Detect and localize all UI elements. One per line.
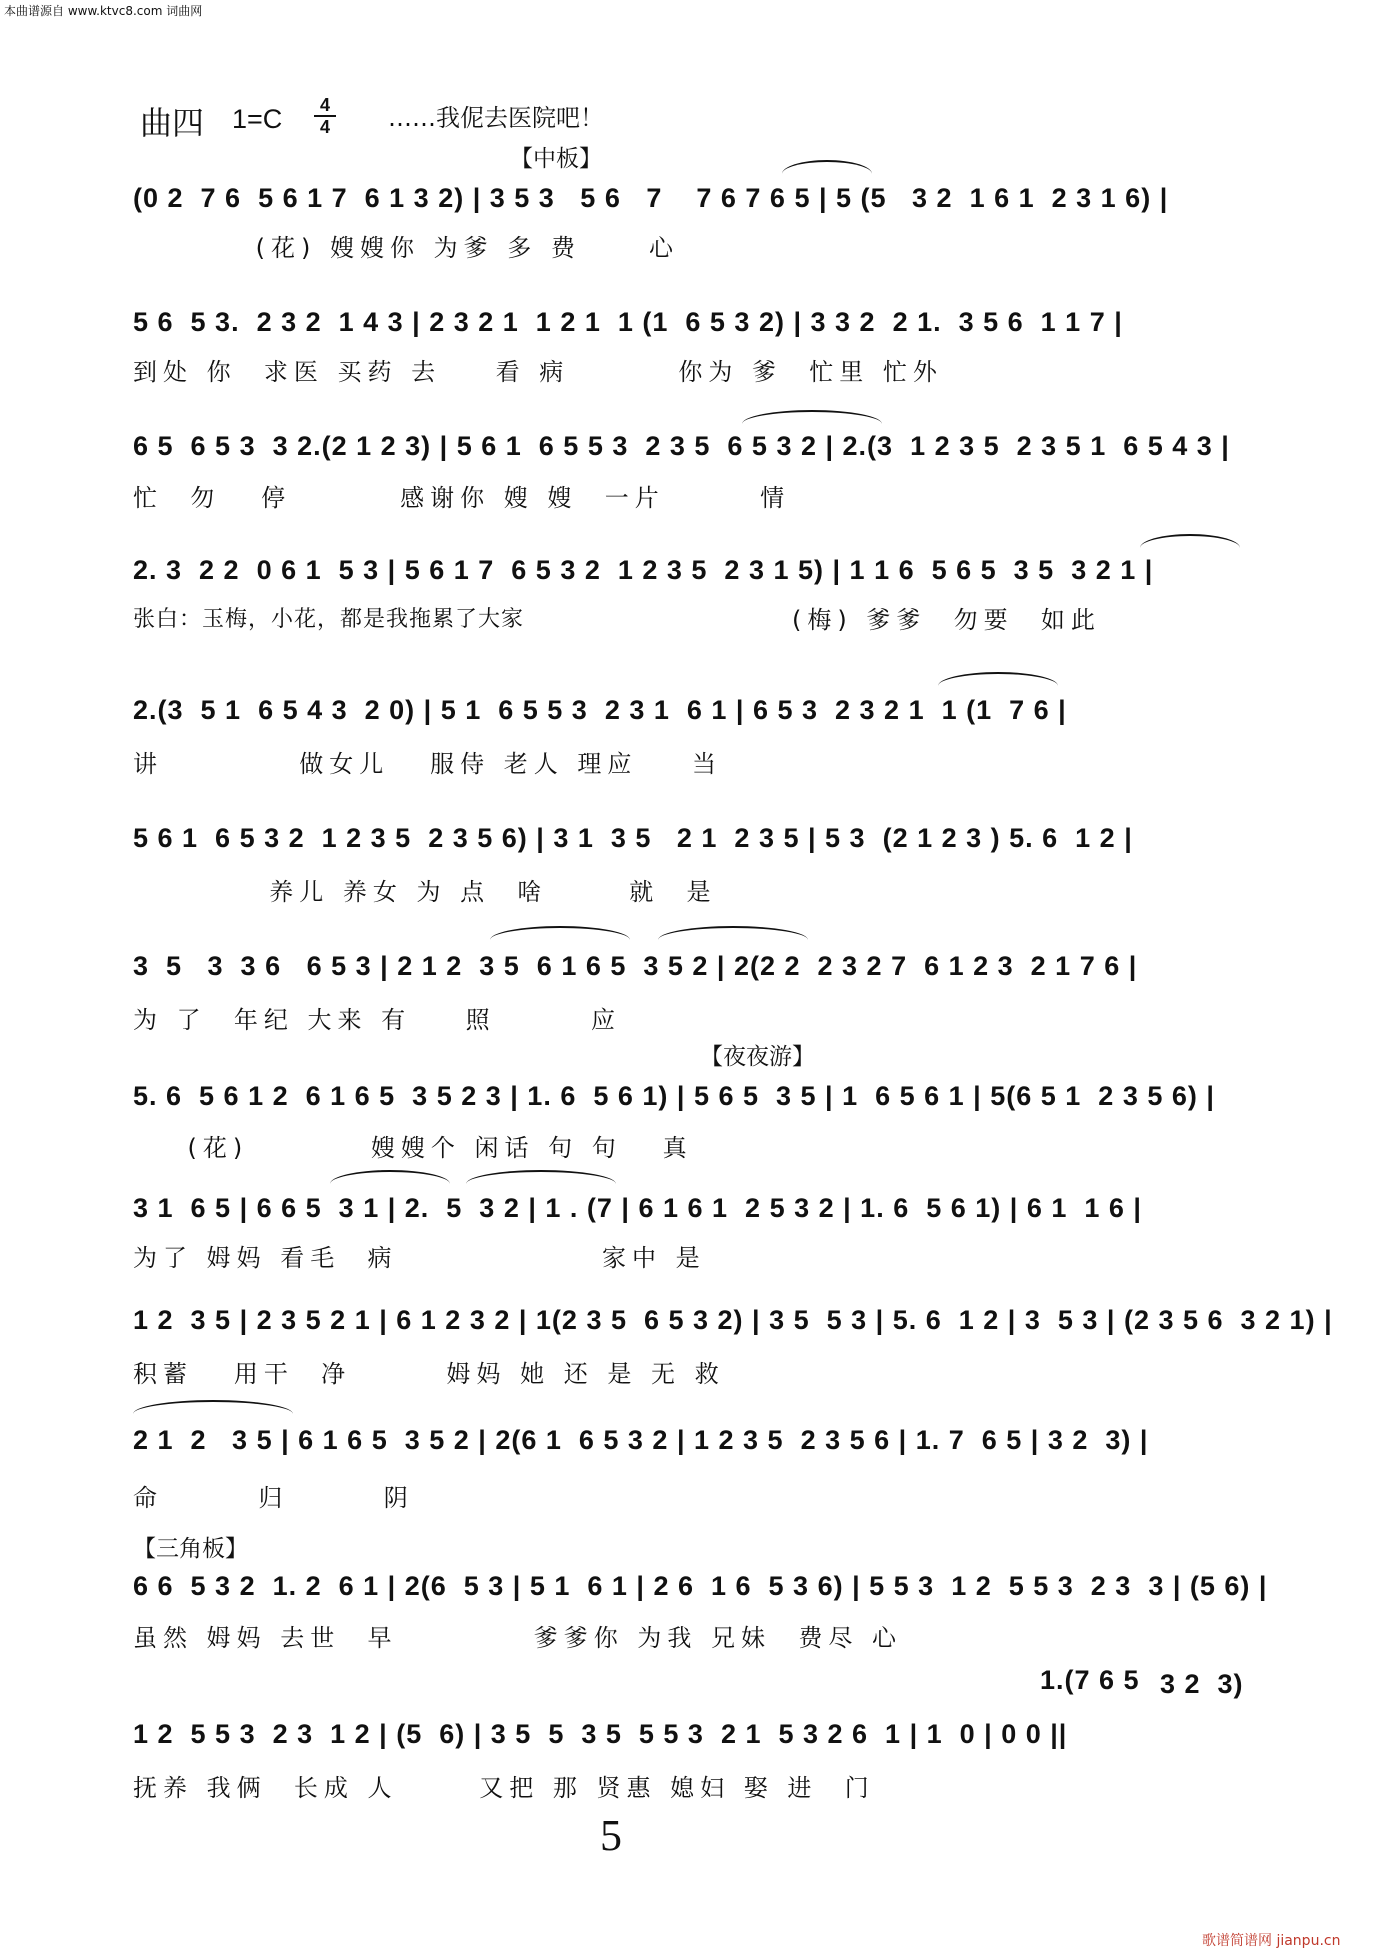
notation-line-9: 3 1 6 5 | 6 6 5 3 1 | 2. 5 3 2 | 1 . (7 | 6 1 6 1 2 5 3 2 | 1. 6 5 6 1) | 6 1 1 6 | <box>133 1193 1142 1223</box>
notation-line-5: 2.(3 5 1 6 5 4 3 2 0) | 5 1 6 5 5 3 2 3 1 6 1 | 6 5 3 2 3 2 1 1 (1 7 6 | <box>133 695 1067 725</box>
lyric-mei: (梅) 爹爹 勿要 如此 <box>792 606 1101 634</box>
notation-line-13: 1 2 5 5 3 2 3 1 2 | (5 6) | 3 5 5 3 5 5 5 3 2 1 5 3 2 6 1 | 1 0 | 0 0 || <box>133 1719 1068 1749</box>
time-signature <box>314 96 336 136</box>
slur-mark <box>133 1400 293 1414</box>
lyric-line-12: 虽然 姆妈 去世 早 爹爹你 为我 兄妹 费尽 心 <box>133 1624 902 1652</box>
notation-line-8: 5. 6 5 6 1 2 6 1 6 5 3 5 2 3 | 1. 6 5 6 1) | 5 6 5 3 5 | 1 6 5 6 1 | 5(6 5 1 2 3 5 6) | <box>133 1081 1215 1111</box>
section-sanjiaoban: 【三角板】 <box>133 1536 248 1562</box>
notation-line-11: 2 1 2 3 5 | 6 1 6 5 3 5 2 | 2(6 1 6 5 3 2 | 1 2 3 5 2 3 5 6 | 1. 7 6 5 | 3 2 3) | <box>133 1425 1149 1455</box>
lyric-line-11: 命 归 阴 <box>133 1484 414 1512</box>
lyric-line-2: 到处 你 求医 买药 去 看 病 你为 爹 忙里 忙外 <box>133 358 943 386</box>
lyric-line-6: 养儿 养女 为 点 啥 就 是 <box>133 878 717 906</box>
notation-line-7: 3 5 3 3 6 6 5 3 | 2 1 2 3 5 6 1 6 5 3 5 2 | 2(2 2 2 3 2 7 6 1 2 3 2 1 7 6 | <box>133 951 1138 981</box>
ending-upper-a: 1.(7 6 5 <box>1040 1665 1140 1695</box>
song-title: 曲四 <box>140 104 205 142</box>
time-denominator: 4 <box>319 117 330 137</box>
lyric-line-1: (花) 嫂嫂你 为爹 多 费 心 <box>133 234 680 262</box>
source-note: 本曲谱源自 www.ktvc8.com 词曲网 <box>4 4 203 18</box>
time-numerator: 4 <box>319 95 330 115</box>
slur-mark <box>658 926 808 940</box>
key-signature: 1=C <box>232 104 283 134</box>
notation-line-12: 6 6 5 3 2 1. 2 6 1 | 2(6 5 3 | 5 1 6 1 | 2 6 1 6 5 3 6) | 5 5 3 1 2 5 5 3 2 3 3 | (5 6) | <box>133 1571 1268 1601</box>
notation-line-6: 5 6 1 6 5 3 2 1 2 3 5 2 3 5 6) | 3 1 3 5 2 1 2 3 5 | 5 3 (2 1 2 3 ) 5. 6 1 2 | <box>133 823 1133 853</box>
notation-line-3: 6 5 6 5 3 3 2.(2 1 2 3) | 5 6 1 6 5 5 3 2 3 5 6 5 3 2 | 2.(3 1 2 3 5 2 3 5 1 6 5 4 3 | <box>133 431 1230 461</box>
lyric-line-3: 忙 勿 停 感谢你 嫂 嫂 一片 情 <box>133 484 791 512</box>
section-yeyeyou: 【夜夜游】 <box>700 1044 815 1070</box>
intro-note: ……我伲去医院吧！ <box>388 104 604 132</box>
slur-mark <box>466 1170 616 1184</box>
slur-mark <box>1140 534 1240 548</box>
slur-mark <box>938 672 1058 686</box>
ending-upper-b: 3 2 3) <box>1160 1669 1244 1699</box>
lyric-line-8: (花) 嫂嫂个 闲话 句 句 真 <box>133 1134 693 1162</box>
lyric-line-7: 为 了 年纪 大来 有 照 应 <box>133 1006 622 1034</box>
section-zhongban: 【中板】 <box>510 146 602 172</box>
notation-line-4: 2. 3 2 2 0 6 1 5 3 | 5 6 1 7 6 5 3 2 1 2 3 5 2 3 1 5) | 1 1 6 5 6 5 3 5 3 2 1 | <box>133 555 1154 585</box>
notation-line-10: 1 2 3 5 | 2 3 5 2 1 | 6 1 2 3 2 | 1(2 3 5 6 5 3 2) | 3 5 5 3 | 5. 6 1 2 | 3 5 3 | (2 3 5 6 3 2 1) | <box>133 1305 1333 1335</box>
lyric-line-10: 积蓄 用干 净 姆妈 她 还 是 无 救 <box>133 1360 725 1388</box>
lyric-line-5: 讲 做女儿 服侍 老人 理应 当 <box>133 750 722 778</box>
slur-mark <box>782 160 872 174</box>
footer-watermark: 歌谱简谱网 jianpu.cn <box>1202 1933 1341 1949</box>
notation-line-2: 5 6 5 3. 2 3 2 1 4 3 | 2 3 2 1 1 2 1 1 (1 6 5 3 2) | 3 3 2 2 1. 3 5 6 1 1 7 | <box>133 307 1123 337</box>
slur-mark <box>742 410 882 424</box>
slur-mark <box>330 1170 450 1184</box>
slur-mark <box>490 926 630 940</box>
lyric-line-13: 抚养 我俩 长成 人 又把 那 贤惠 媳妇 娶 进 门 <box>133 1774 875 1802</box>
notation-line-1: (0 2 7 6 5 6 1 7 6 1 3 2) | 3 5 3 5 6 7 7 6 7 6 5 | 5 (5 3 2 1 6 1 2 3 1 6) | <box>133 183 1169 213</box>
lyric-line-9: 为了 姆妈 看毛 病 家中 是 <box>133 1244 706 1272</box>
spoken-zhang-bai: 张白：玉梅，小花，都是我拖累了大家 <box>133 607 525 632</box>
page-number: 5 <box>600 1811 622 1860</box>
